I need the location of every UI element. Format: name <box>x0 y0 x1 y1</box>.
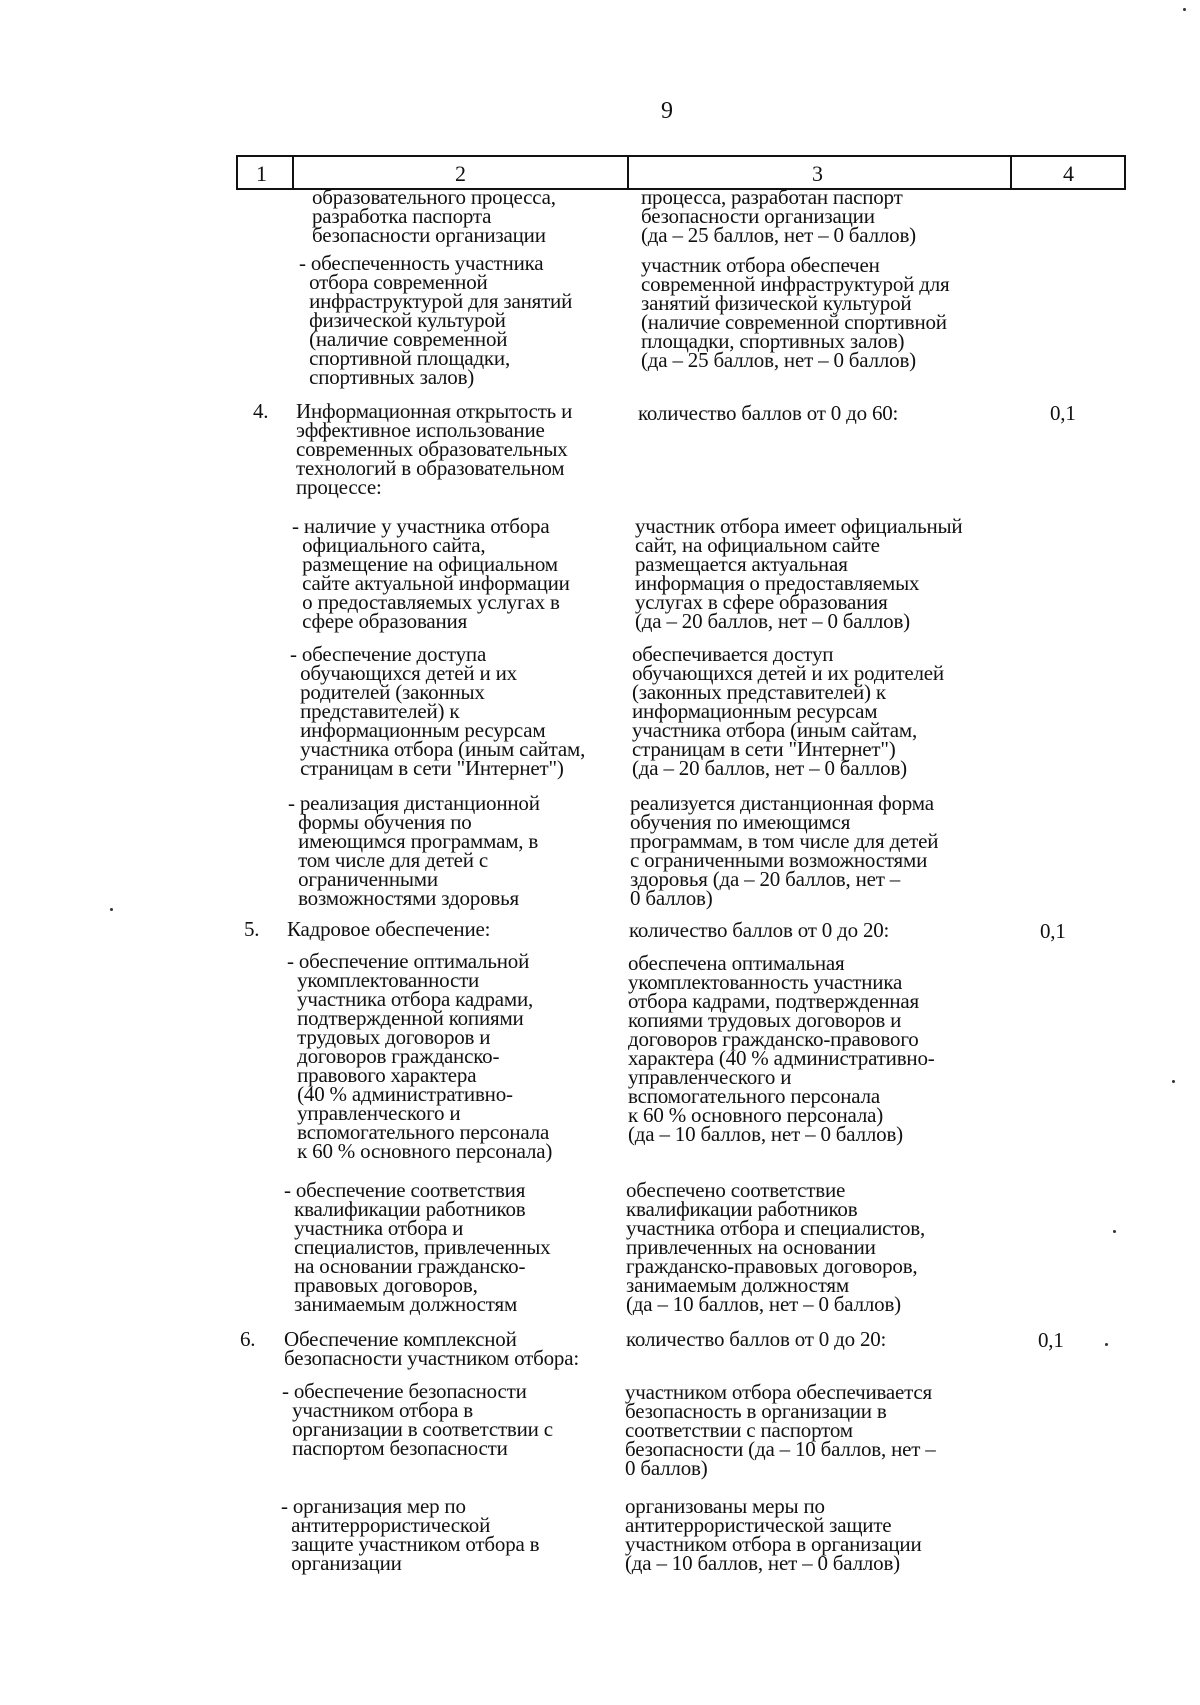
scan-speck <box>1183 8 1186 11</box>
score-information-access: обеспечивается доступ обучающихся детей и их родителей (законных представителей) к информационным ресурсам участника отбора (иным сайтам, страницам в сети "Интернет") (да – 20 баллов, нет – 0 баллов) <box>632 642 944 780</box>
score-official-site: участник отбора имеет официальный сайт, на официальном сайте размещается актуальная информация о предоставляемых услугах в сфере образования (да – 20 баллов, нет – 0 баллов) <box>635 514 963 633</box>
row-continuation-col3: процесса, разработан паспорт безопасности организации (да – 25 баллов, нет – 0 баллов) <box>641 185 916 247</box>
section-score-range-6: количество баллов от 0 до 20: <box>626 1327 887 1351</box>
section-score-range-5: количество баллов от 0 до 20: <box>629 918 890 942</box>
section-title-4: Информационная открытость и эффективное использование современных образовательных технологий в образовательном процессе: <box>296 399 573 499</box>
criterion-information-access: - обеспечение доступа обучающихся детей и их родителей (законных представителей) к информационным ресурсам участника отбора (иным сайтам, страницам в сети "Интернет") <box>290 642 586 780</box>
header-col-4: 4 <box>1063 161 1074 186</box>
scan-speck <box>1172 1080 1175 1083</box>
header-col-3: 3 <box>812 161 823 186</box>
page-number: 9 <box>661 98 673 124</box>
header-col-1: 1 <box>256 161 267 186</box>
score-distance-learning: реализуется дистанционная форма обучения по имеющимся программам, в том числе для детей с ограниченными возможностями здоровья (да – 20 баллов, нет – 0 баллов) <box>630 791 939 910</box>
section-score-range-4: количество баллов от 0 до 60: <box>638 401 899 425</box>
score-antiterror: организованы меры по антитеррористической защите участником отбора в организации (да – 10 баллов, нет – 0 баллов) <box>625 1494 922 1575</box>
section-number-4: 4. <box>253 399 269 423</box>
scan-speck <box>1113 1230 1116 1233</box>
scan-speck <box>110 908 113 911</box>
column-divider <box>627 157 629 188</box>
row-continuation-col2: образовательного процесса, разработка паспорта безопасности организации <box>312 185 556 247</box>
criterion-antiterror: - организация мер по антитеррористической защите участником отбора в организации <box>281 1494 540 1575</box>
criterion-security-passport: - обеспечение безопасности участником отбора в организации в соответствии с паспортом безопасности <box>282 1379 553 1460</box>
criterion-official-site: - наличие у участника отбора официального сайта, размещение на официальном сайте актуальной информации о предоставляемых услугах в сфере образования <box>292 514 570 633</box>
criterion-sports-infrastructure: - обеспеченность участника отбора современной инфраструктурой для занятий физической культурой (наличие современной спортивной площадки, спортивных залов) <box>299 251 573 389</box>
section-weight-4: 0,1 <box>1050 401 1076 425</box>
scan-speck <box>1105 1343 1108 1346</box>
criterion-qualification: - обеспечение соответствия квалификации работников участника отбора и специалистов, привлеченных на основании гражданско- правовых договоров, занимаемым должностям <box>284 1178 551 1316</box>
column-divider <box>1010 157 1012 188</box>
section-number-5: 5. <box>244 917 260 941</box>
section-weight-5: 0,1 <box>1040 919 1066 943</box>
score-security-passport: участником отбора обеспечивается безопасность в организации в соответствии с паспортом безопасности (да – 10 баллов, нет – 0 баллов) <box>625 1380 936 1480</box>
section-weight-6: 0,1 <box>1038 1328 1064 1352</box>
section-title-5: Кадровое обеспечение: <box>287 917 491 941</box>
score-sports-infrastructure: участник отбора обеспечен современной инфраструктурой для занятий физической культурой (наличие современной спортивной площадки, спортивных залов) (да – 25 баллов, нет – 0 баллов) <box>641 253 950 372</box>
column-divider <box>292 157 294 188</box>
score-qualification: обеспечено соответствие квалификации работников участника отбора и специалистов, привлеченных на основании гражданско-правовых договоров, занимаемым должностям (да – 10 баллов, нет – 0 баллов) <box>626 1178 926 1316</box>
header-col-2: 2 <box>455 161 466 186</box>
criterion-distance-learning: - реализация дистанционной формы обучения по имеющимся программам, в том числе для детей с ограниченными возможностями здоровья <box>288 791 540 910</box>
section-title-6: Обеспечение комплексной безопасности участником отбора: <box>284 1327 579 1370</box>
criterion-staffing: - обеспечение оптимальной укомплектованности участника отбора кадрами, подтвержденной копиями трудовых договоров и договоров гражданско- правового характера (40 % административно- управленческого и вспомогательного персонала к 60 % основного персонала) <box>287 949 553 1163</box>
score-staffing: обеспечена оптимальная укомплектованность участника отбора кадрами, подтвержденная копиями трудовых договоров и договоров гражданско-правового характера (40 % административно- управленческого и вспомогательного персонала к 60 % основного персонала) (да – 10 баллов, нет – 0 баллов) <box>628 951 935 1146</box>
section-number-6: 6. <box>240 1327 256 1351</box>
